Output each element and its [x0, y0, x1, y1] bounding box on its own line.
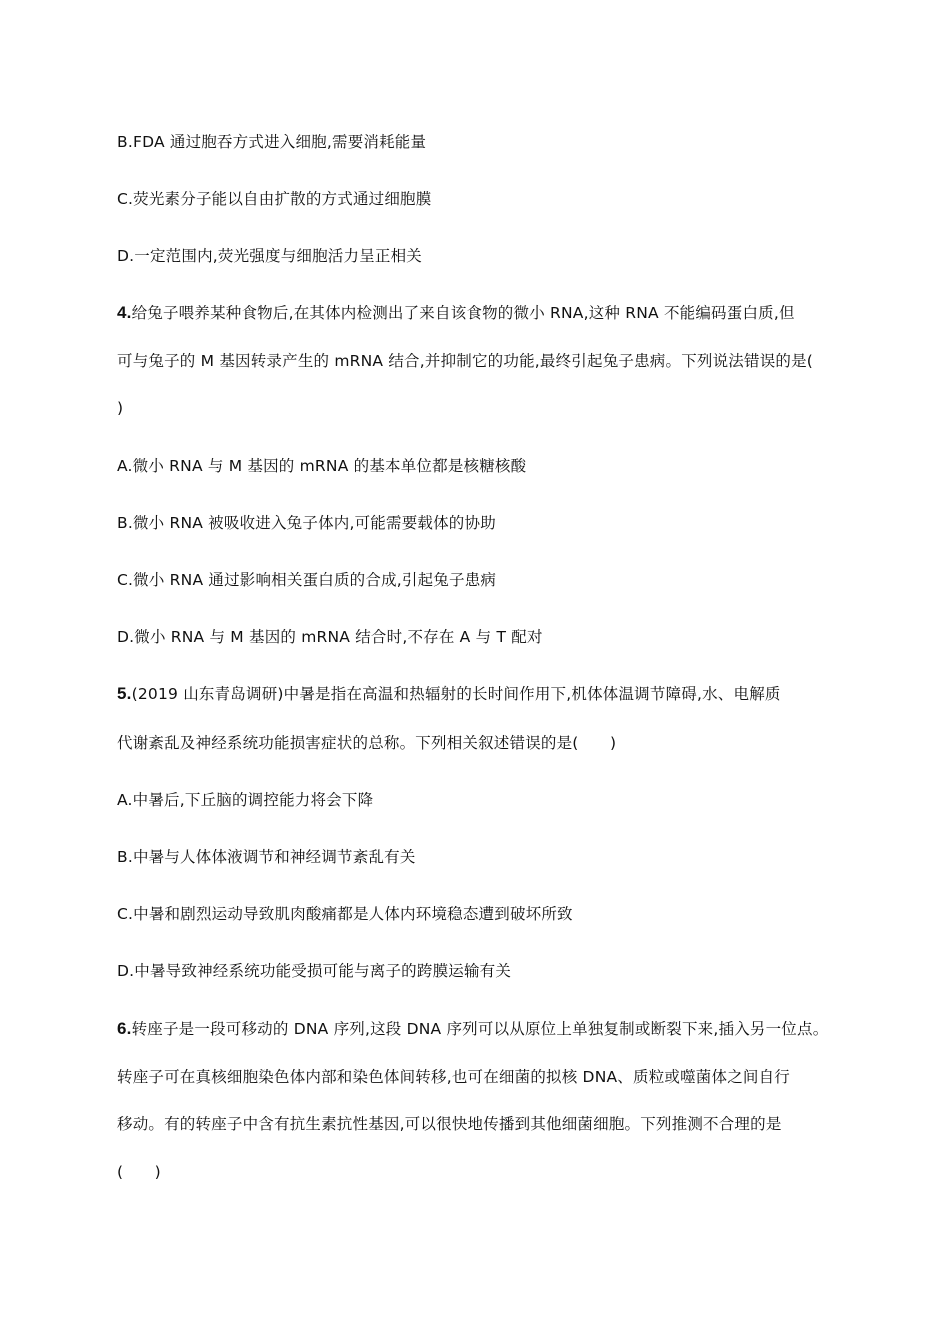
q5-option-b: B.中暑与人体体液调节和神经调节紊乱有关 — [117, 848, 416, 866]
q4-stem-line-3: ) — [117, 399, 124, 417]
q6-stem-line-4: ( ) — [117, 1163, 161, 1181]
q5-stem-line-2: 代谢紊乱及神经系统功能损害症状的总称。下列相关叙述错误的是( ) — [117, 734, 617, 752]
q3-option-c: C.荧光素分子能以自由扩散的方式通过细胞膜 — [117, 190, 432, 208]
q5-stem-text-1: (2019 山东青岛调研)中暑是指在高温和热辐射的长时间作用下,机体体温调节障碍,水、电解质 — [131, 685, 781, 703]
q6-stem-line-3: 移动。有的转座子中含有抗生素抗性基因,可以很快地传播到其他细菌细胞。下列推测不合理的是 — [117, 1115, 782, 1133]
q6-stem-line-2: 转座子可在真核细胞染色体内部和染色体间转移,也可在细菌的拟核 DNA、质粒或噬菌体之间自行 — [117, 1068, 790, 1086]
q4-option-d: D.微小 RNA 与 M 基因的 mRNA 结合时,不存在 A 与 T 配对 — [117, 628, 543, 646]
q4-option-c: C.微小 RNA 通过影响相关蛋白质的合成,引起兔子患病 — [117, 571, 497, 589]
q4-option-b: B.微小 RNA 被吸收进入兔子体内,可能需要载体的协助 — [117, 514, 496, 532]
q6-stem-text-1: 转座子是一段可移动的 DNA 序列,这段 DNA 序列可以从原位上单独复制或断裂下来,插入另一位点。 — [131, 1020, 829, 1038]
q3-option-b: B.FDA 通过胞吞方式进入细胞,需要消耗能量 — [117, 133, 427, 151]
q6-stem-line-1 — [117, 1019, 828, 1039]
q5-stem-line-1 — [117, 684, 781, 704]
q4-option-a: A.微小 RNA 与 M 基因的 mRNA 的基本单位都是核糖核酸 — [117, 457, 527, 475]
q4-stem-text-1: 给兔子喂养某种食物后,在其体内检测出了来自该食物的微小 RNA,这种 RNA 不能编码蛋白质,但 — [131, 304, 795, 322]
q5-option-a: A.中暑后,下丘脑的调控能力将会下降 — [117, 791, 374, 809]
q5-option-d: D.中暑导致神经系统功能受损可能与离子的跨膜运输有关 — [117, 962, 512, 980]
q3-option-d: D.一定范围内,荧光强度与细胞活力呈正相关 — [117, 247, 422, 265]
q5-number: 5. — [117, 684, 132, 703]
q6-number: 6. — [117, 1019, 132, 1038]
q4-number: 4. — [117, 303, 132, 322]
q5-option-c: C.中暑和剧烈运动导致肌肉酸痛都是人体内环境稳态遭到破坏所致 — [117, 905, 573, 923]
q4-stem-line-1 — [117, 303, 795, 323]
q4-stem-line-2: 可与兔子的 M 基因转录产生的 mRNA 结合,并抑制它的功能,最终引起兔子患病。下列说法错误的是( — [117, 352, 814, 370]
